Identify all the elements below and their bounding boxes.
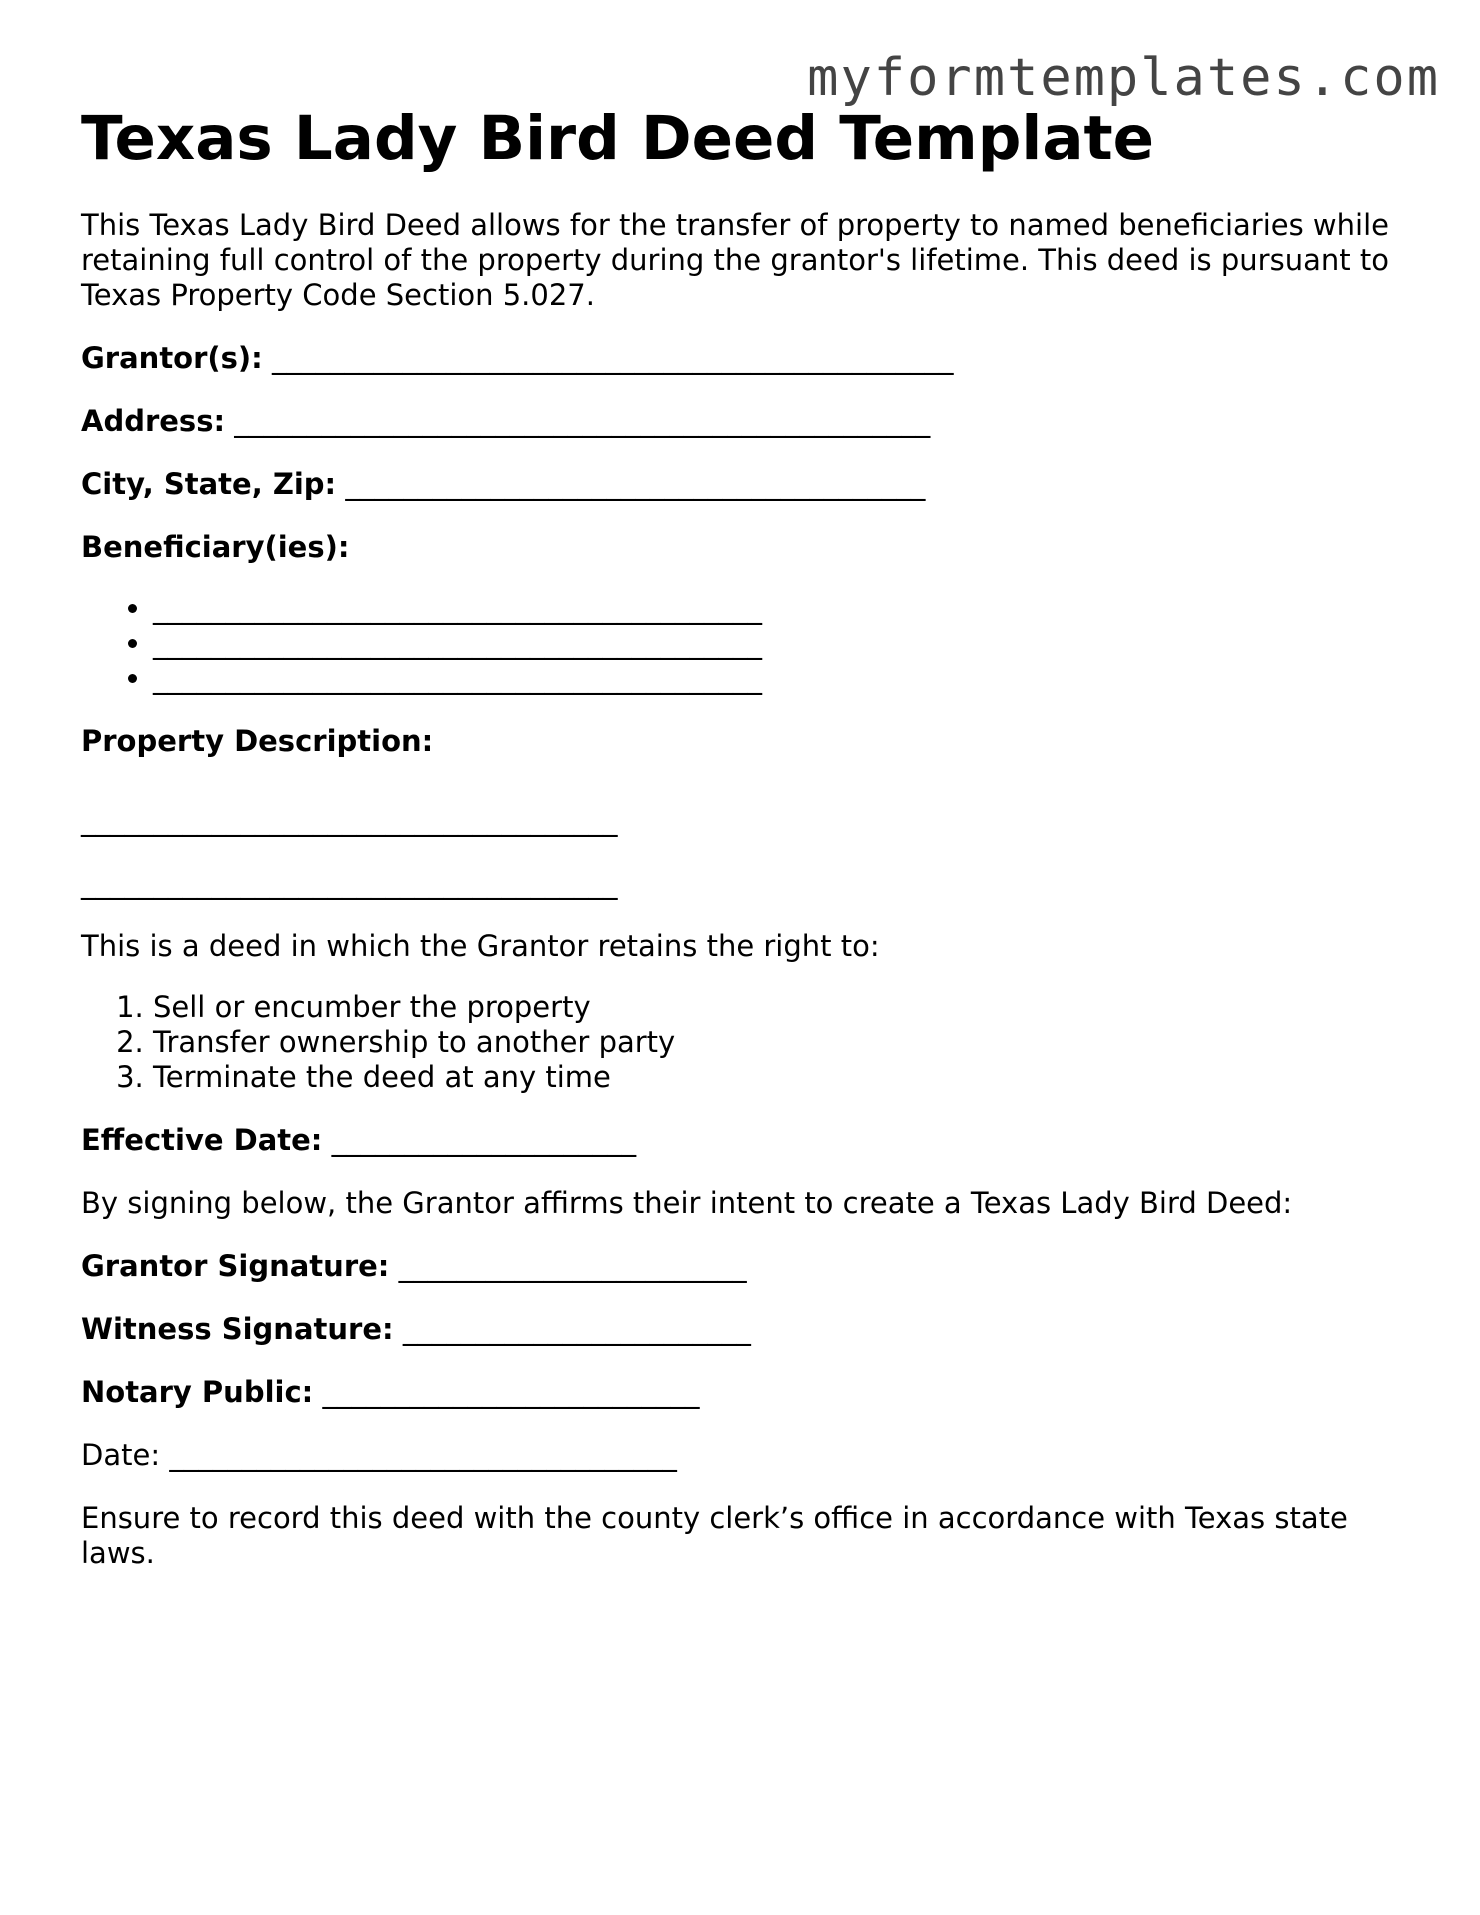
grantor-signature-field bbox=[81, 1249, 1411, 1284]
rights-item: 3. Terminate the deed at any time bbox=[153, 1060, 1411, 1095]
watermark: myformtemplates.com bbox=[807, 48, 1440, 108]
witness-signature-blank[interactable]: ________________________ bbox=[402, 1312, 751, 1346]
document-title: Texas Lady Bird Deed Template bbox=[81, 103, 1155, 174]
beneficiary-item[interactable]: • __________________________________________ bbox=[153, 591, 1411, 626]
rights-item: 2. Transfer ownership to another party bbox=[153, 1025, 1411, 1060]
beneficiary-list bbox=[81, 591, 1411, 696]
witness-signature-field bbox=[81, 1312, 1411, 1347]
property-description-label: Property Description: bbox=[81, 724, 434, 758]
beneficiaries-label: Beneficiary(ies): bbox=[81, 530, 350, 564]
notary-public-blank[interactable]: __________________________ bbox=[322, 1375, 700, 1409]
address-field bbox=[81, 404, 1411, 439]
property-description-line[interactable]: _____________________________________ bbox=[81, 866, 618, 900]
grantor-field bbox=[81, 341, 1411, 376]
city-state-zip-blank[interactable]: ________________________________________ bbox=[345, 467, 926, 501]
rights-item: 1. Sell or encumber the property bbox=[153, 990, 1411, 1025]
effective-date-field bbox=[81, 1123, 1411, 1158]
notary-public-field bbox=[81, 1375, 1411, 1410]
address-blank[interactable]: ________________________________________________ bbox=[234, 404, 931, 438]
city-state-zip-label: City, State, Zip: bbox=[81, 467, 337, 501]
grantor-label: Grantor(s): bbox=[81, 341, 263, 375]
date-blank[interactable]: ___________________________________ bbox=[169, 1438, 677, 1472]
rights-list bbox=[81, 990, 1411, 1095]
effective-date-label: Effective Date: bbox=[81, 1123, 323, 1157]
witness-signature-label: Witness Signature: bbox=[81, 1312, 394, 1346]
property-description-line[interactable]: _____________________________________ bbox=[81, 803, 618, 837]
affirm-text: By signing below, the Grantor affirms their intent to create a Texas Lady Bird Deed: bbox=[81, 1186, 1293, 1220]
city-state-zip-field bbox=[81, 467, 1411, 502]
beneficiary-item[interactable]: • __________________________________________ bbox=[153, 661, 1411, 696]
grantor-signature-blank[interactable]: ________________________ bbox=[398, 1249, 747, 1283]
grantor-blank[interactable]: _______________________________________________ bbox=[272, 341, 954, 375]
beneficiaries-heading bbox=[81, 530, 1411, 565]
date-label: Date: bbox=[81, 1438, 161, 1472]
property-description-heading bbox=[81, 724, 1411, 759]
grantor-signature-label: Grantor Signature: bbox=[81, 1249, 390, 1283]
document-page bbox=[81, 100, 1411, 1599]
retains-intro: This is a deed in which the Grantor retains the right to: bbox=[81, 929, 880, 963]
effective-date-blank[interactable]: _____________________ bbox=[331, 1123, 637, 1157]
date-field bbox=[81, 1438, 1411, 1473]
beneficiary-item[interactable]: • __________________________________________ bbox=[153, 626, 1411, 661]
closing-note: Ensure to record this deed with the county clerk’s office in accordance with Texas state laws. bbox=[81, 1501, 1348, 1570]
address-label: Address: bbox=[81, 404, 226, 438]
notary-public-label: Notary Public: bbox=[81, 1375, 314, 1409]
intro-paragraph: This Texas Lady Bird Deed allows for the transfer of property to named beneficiaries while retaining full control of the property during the grantor's lifetime. This deed is pursuant to Texas Property Code Section 5.027. bbox=[81, 208, 1389, 312]
